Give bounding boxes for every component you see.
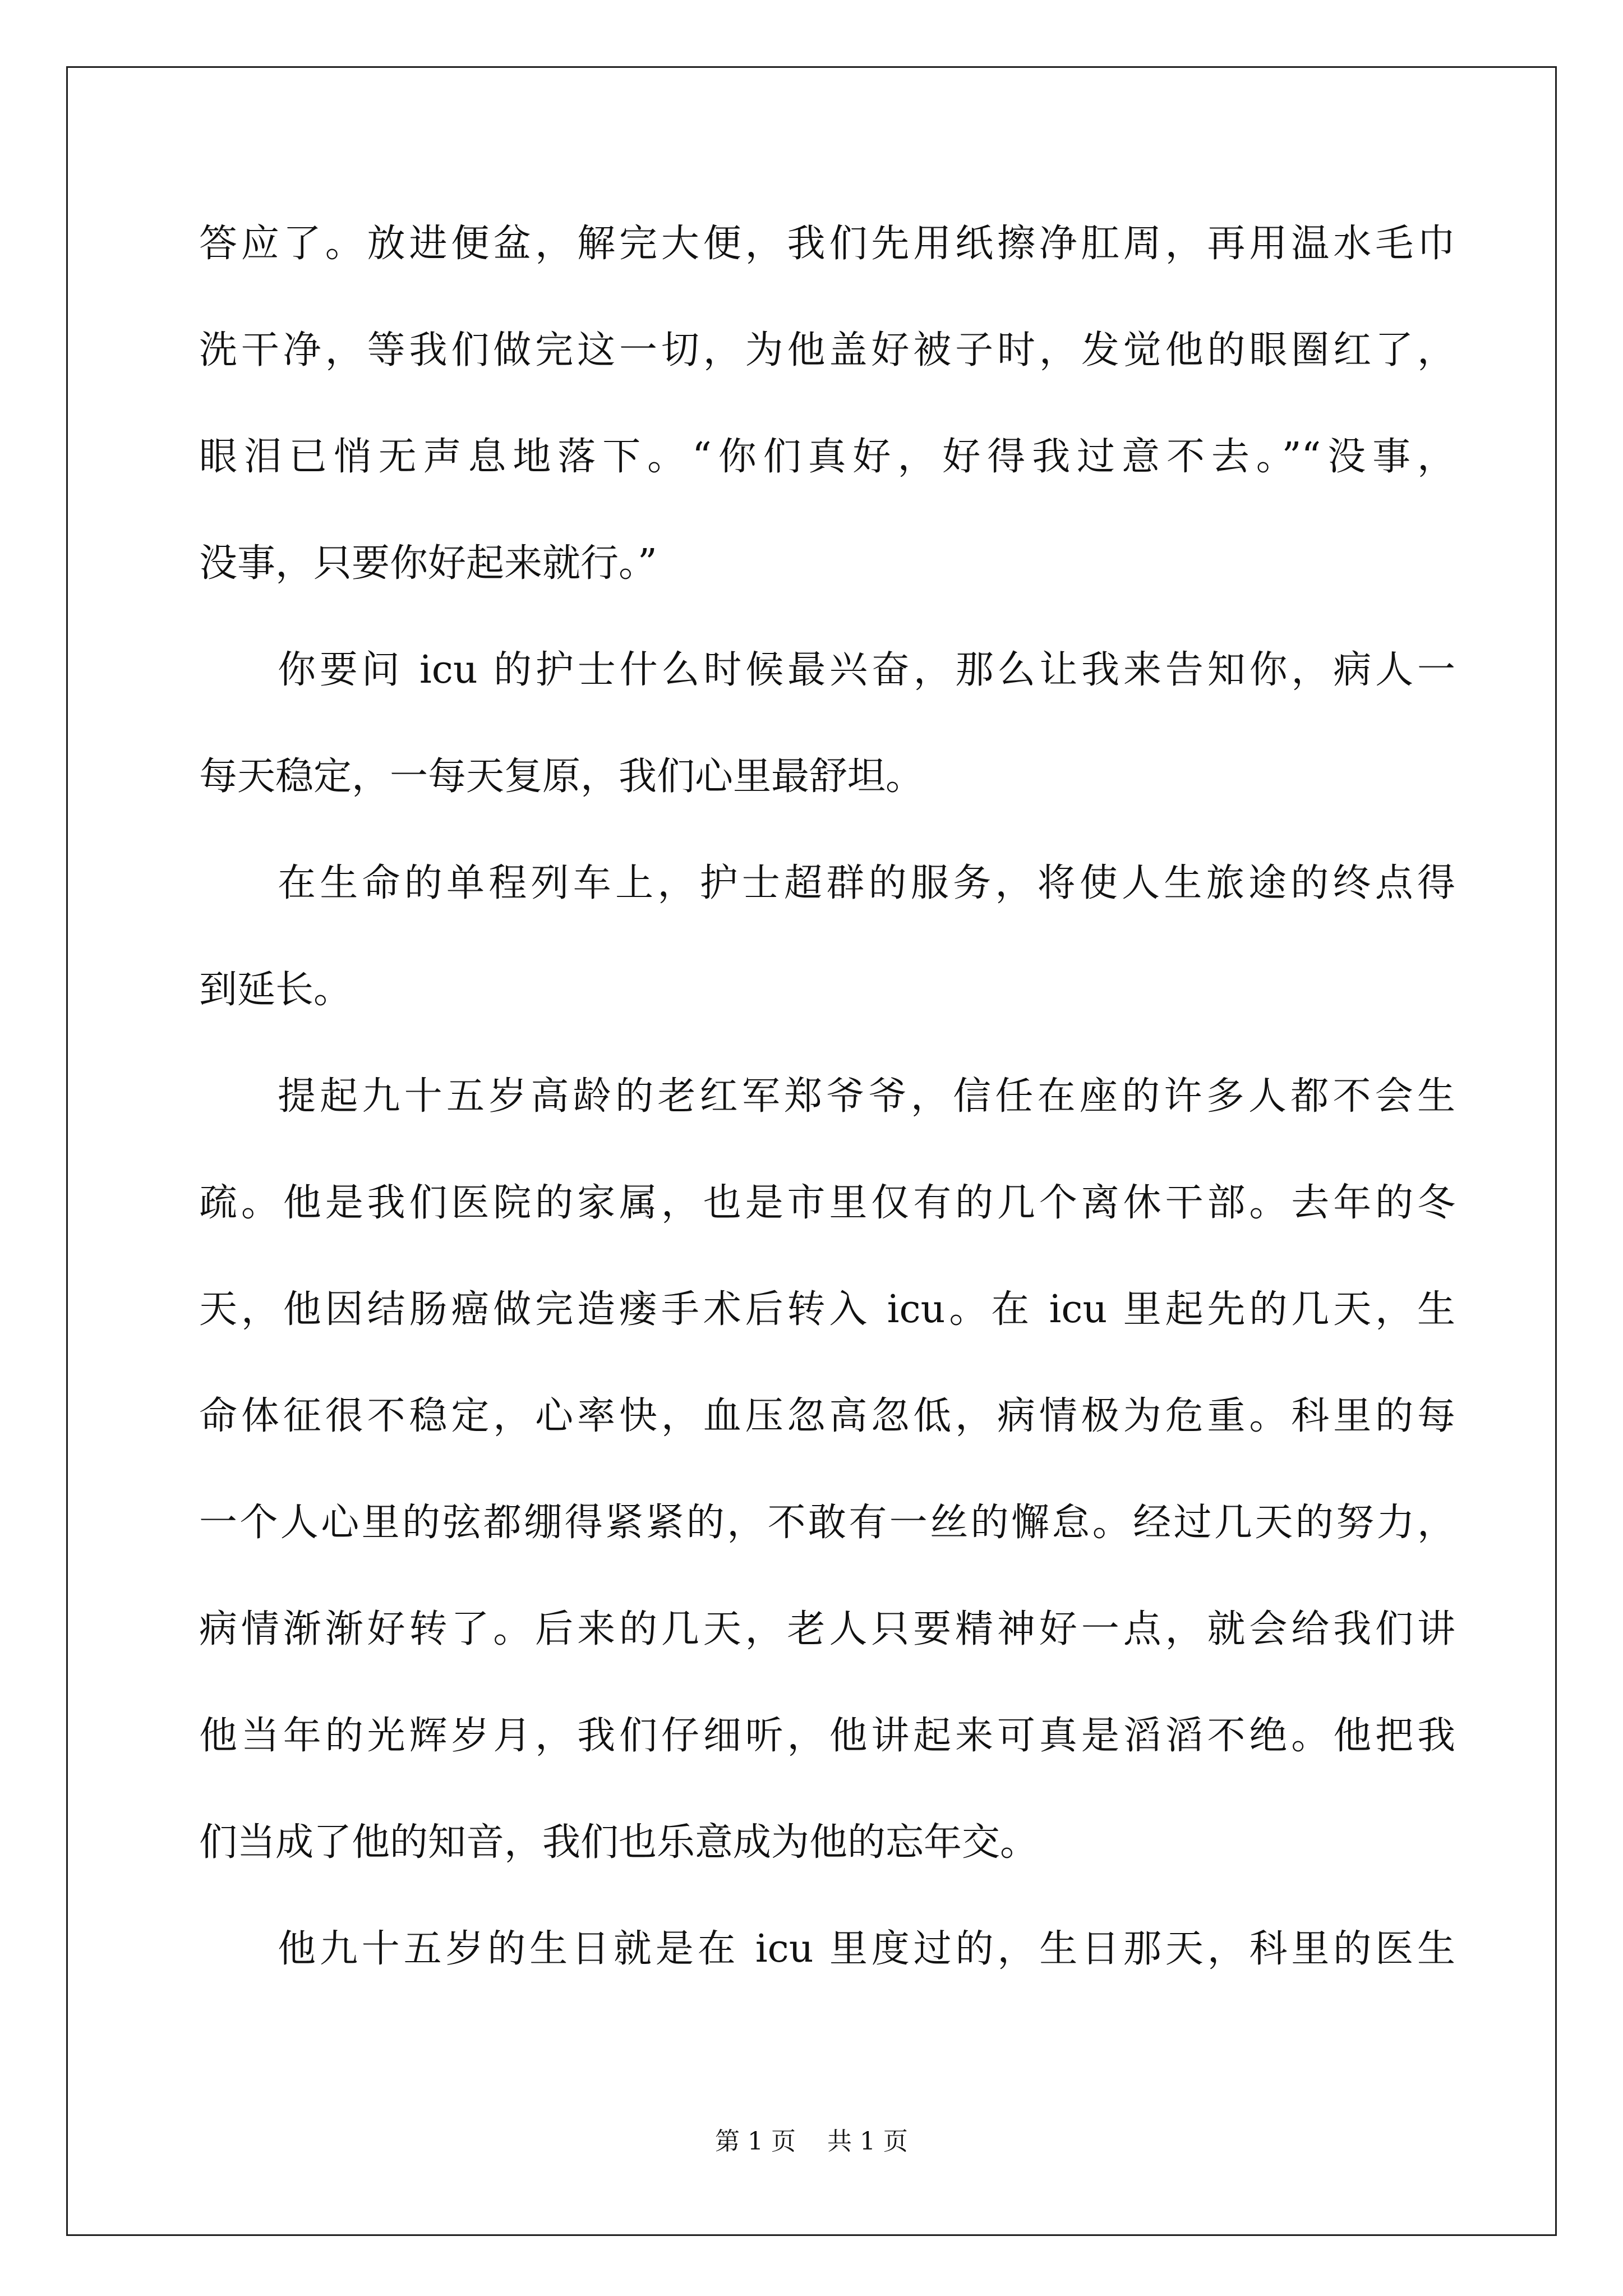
document-body xyxy=(199,216,1455,2028)
text-line: 眼泪已悄无声息地落下。“你们真好，好得我过意不去。”“没事， xyxy=(199,435,1455,479)
text-line: 他当年的光辉岁月，我们仔细听，他讲起来可真是滔滔不绝。他把我 xyxy=(199,1714,1455,1758)
text-line: 一个人心里的弦都绷得紧紧的，不敢有一丝的懈怠。经过几天的努力， xyxy=(199,1501,1455,1545)
text-line: 病情渐渐好转了。后来的几天，老人只要精神好一点，就会给我们讲 xyxy=(199,1607,1455,1651)
text-line: 们当成了他的知音，我们也乐意成为他的忘年交。 xyxy=(199,1820,1039,1865)
text-line: 你要问 icu 的护士什么时候最兴奋，那么让我来告知你，病人一 xyxy=(278,648,1455,692)
text-line: 洗干净，等我们做完这一切，为他盖好被子时，发觉他的眼圈红了， xyxy=(199,328,1455,372)
page-number-footer: 第 1 页 共 1 页 xyxy=(715,2127,908,2156)
text-line: 命体征很不稳定，心率快，血压忽高忽低，病情极为危重。科里的每 xyxy=(199,1394,1455,1438)
text-line: 天，他因结肠癌做完造瘘手术后转入 icu。在 icu 里起先的几天，生 xyxy=(199,1287,1455,1332)
text-line: 每天稳定，一每天复原，我们心里最舒坦。 xyxy=(199,754,924,799)
text-line: 提起九十五岁高龄的老红军郑爷爷，信任在座的许多人都不会生 xyxy=(278,1074,1455,1119)
text-line: 到延长。 xyxy=(199,968,352,1012)
text-line: 他九十五岁的生日就是在 icu 里度过的，生日那天，科里的医生 xyxy=(278,1927,1455,1971)
text-line: 疏。他是我们医院的家属，也是市里仅有的几个离休干部。去年的冬 xyxy=(199,1181,1455,1225)
text-line: 在生命的单程列车上，护士超群的服务，将使人生旅途的终点得 xyxy=(278,861,1455,905)
text-line: 没事，只要你好起来就行。” xyxy=(199,541,657,586)
text-line: 答应了。放进便盆，解完大便，我们先用纸擦净肛周，再用温水毛巾 xyxy=(199,222,1455,266)
